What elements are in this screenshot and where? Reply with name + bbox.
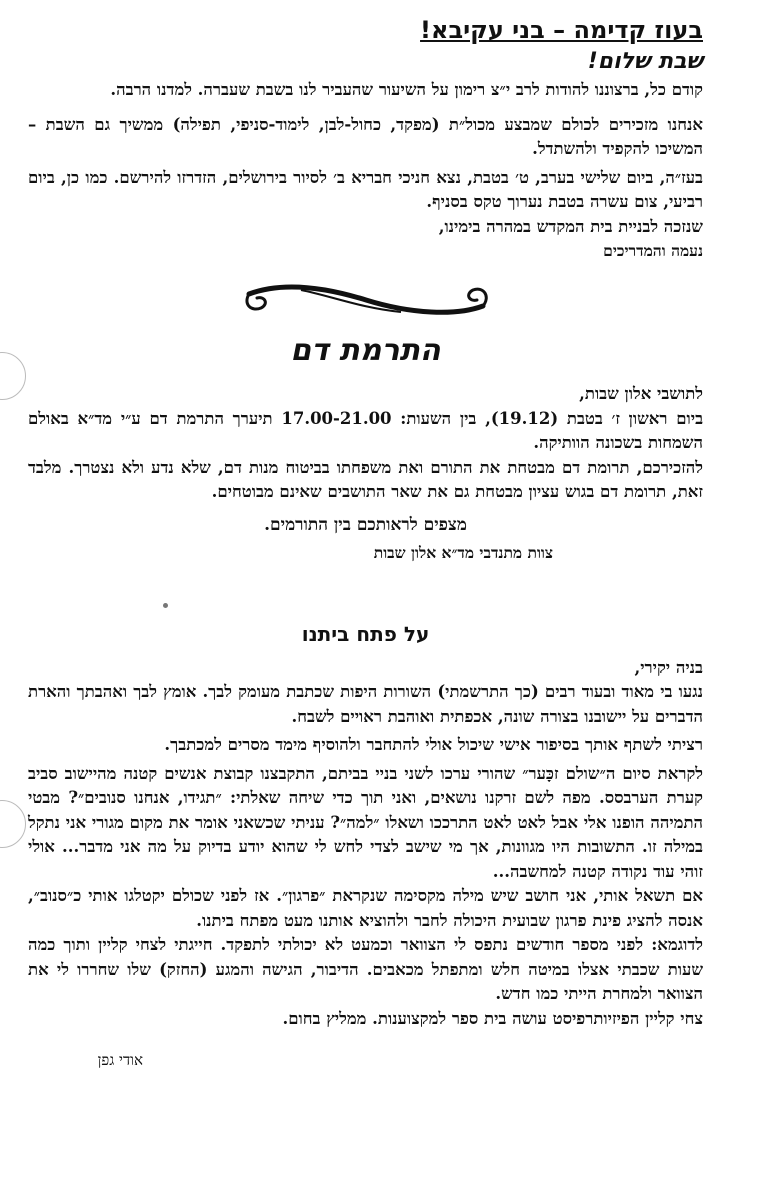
operation-paragraph: אנחנו מזכירים לכולם שמבצע מכול״ת (מפקד, כחול-לבן, לימוד-סניפי, תפילה) ממשיך גם השבת – המשיכו להקפיד ולהשתדל. — [28, 114, 703, 158]
letter-author: אודי גפן — [97, 1051, 143, 1069]
newsletter-page — [28, 14, 703, 1071]
blood-addressee: לתושבי אלון שבות, — [579, 384, 703, 403]
swirl-divider-icon — [241, 276, 491, 328]
letter-salutation: בניה יקירי, — [634, 657, 703, 677]
blood-donation-title: התרמת דם — [290, 333, 441, 368]
letter-paragraph-6: צחי קליין הפיזיותרפיסט עושה בית ספר למקצוענות. ממליץ בחום. — [282, 1008, 703, 1028]
bnei-akiva-section — [28, 14, 703, 262]
section-signature: נעמה והמדריכים — [603, 241, 703, 260]
letter-paragraph-2: רציתי לשתף אותך בסיפור אישי שיכול אולי להתחבר ולהוסיף מימד מסרים למכתבך. — [164, 735, 703, 754]
page-title: בעוז קדימה – בני עקיבא! — [420, 16, 703, 44]
letter-paragraph-1: נגעו בי מאוד ובעוד רבים (כך התרשמתי) השורות היפות שכתבת מעומק לבך. אומץ לבך ואהבתך והארת הדברים על יישובנו בצורה שונה, אכפתית ואוהבת ראויים לשבח. — [28, 682, 703, 726]
blood-expect-line: מצפים לראותכם בין התורמים. — [264, 514, 467, 535]
shabbat-greeting: שבת שלום! — [587, 49, 703, 74]
blessing-line: שנזכה לבניית בית המקדש במהרה בימינו, — [438, 216, 703, 236]
at-our-door-title: על פתח ביתנו — [301, 621, 430, 646]
letter-paragraph-3: לקראת סיום ה״שולם זכָּער״ שהורי ערכו לשני בניי בביתם, התקבצנו קבוצת אנשים קטנה מהיישוב סביב קערת הערבסס. מפה לשם זרקנו נושאים, ואני תוך כדי שיחה שאלתי: ״תגידו, אנחנו סנובים״? מבטי התמיהה הופנו אלי אבל לאט לאט התרככו ושאלו ״למה״? עניתי שכשאני אומר את מקום מגורי אני נתקל במילה זו. התשובות היו מגוונות, אך מי שישב לצדי לחש לי שהוא יודע בדיוק על מה אני מדבר... אולי זוהי עוד נקודה קטנה למחשבה... — [28, 763, 703, 881]
blood-reminder-paragraph: להזכירכם, תרומת דם מבטחת את התורם ואת משפחתו בביטוח מנות דם, שלא נדע ולא נצטרך. מלבד זאת, תרומת דם בגוש עציון מבטחת גם את שאר התושבים שאינם מבוטחים. — [28, 457, 703, 501]
blood-donation-section — [28, 332, 703, 564]
blood-team-signature: צוות מתנדבי מד״א אלון שבות — [373, 542, 553, 562]
thanks-paragraph: קודם כל, ברצוננו להודות לרב י״צ רימון על השיעור שהעביר לנו בשבת שעברה. למדנו הרבה. — [110, 80, 703, 99]
binder-hole-top — [0, 352, 26, 400]
blood-details-paragraph: ביום ראשון ז׳ בטבת (19.12), בין השעות: 17.00-21.00 תיערך התרמת דם ע״י מד״א באולם השמחות בשכונה הוותיקה. — [28, 408, 704, 452]
at-our-door-section — [28, 620, 703, 1072]
letter-paragraph-4: אם תשאל אותי, אני חושב שיש מילה מקסימה שנקראת ״פרגון״. אז לפני שכולם יקטלגו אותי כ״סנוב״, אנסה להציג פינת פרגון שבועית היכולה לחבר ולהוציא אותנו מעט מפתח ביתנו. — [28, 886, 703, 930]
trip-paragraph: בעז״ה, ביום שלישי בערב, ט׳ בטבת, נצא חניכי חבריא ב׳ לסיור בירושלים, הזדרזו להירשם. כמו כן, ביום רביעי, צום עשרה בטבת נערוך טקס בסניף. — [28, 167, 703, 211]
binder-hole-bottom — [0, 800, 26, 848]
letter-paragraph-5: לדוגמא: לפני מספר חודשים נתפס לי הצוואר וכמעט לא יכולתי לתפקד. חייגתי לצחי קליין ותוך כמה שעות שכבתי אצלו במיטה חלש ומתפתל מכאבים. הדיבור, הגישה והמגע (החזק) שלו שחררו לי את הצוואר ולמחרת הייתי כמו חדש. — [28, 935, 703, 1003]
